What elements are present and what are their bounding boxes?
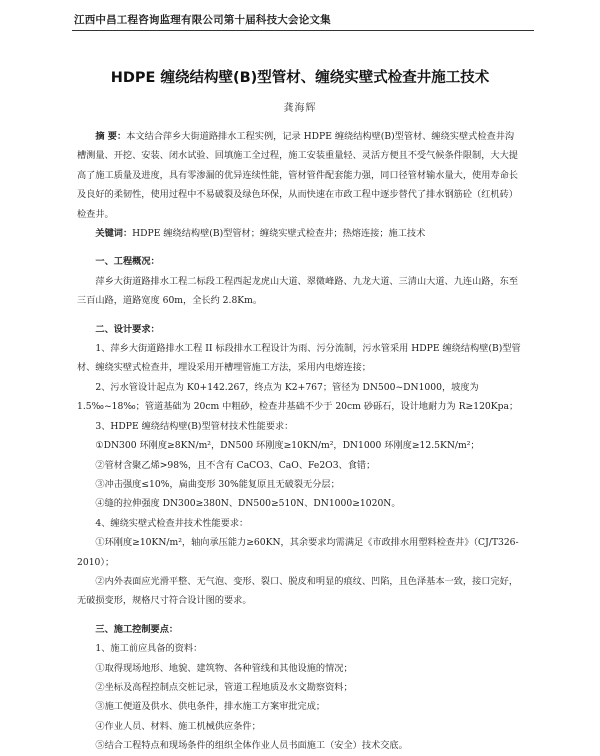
header-divider [72,30,534,31]
keywords-label: 关键词： [95,228,133,240]
section-1-paragraph: 萍乡大街道路排水工程二标段工程西起龙虎山大道、翠微峰路、九龙大道、三清山大道、九连山路，东至三百山路，道路宽度 60m，全长约 2.8Km。 [77,275,519,307]
paper-author: 龚海辉 [283,103,317,114]
section-3-item-1-1: ①取得现场地形、地貌、建筑物、各种管线和其他设施的情况； [95,662,353,674]
section-2-item-3-1: ①DN300 环刚度≥8KN/m²，DN500 环刚度≥10KN/m²，DN1000 环刚度≥12.5KN/m²； [95,440,480,452]
section-2-item-4: 4、缠绕实壁式检查井技术性能要求： [95,517,249,529]
section-heading-3: 三、施工控制要点： [95,623,179,635]
section-2-item-2: 2、污水管设计起点为 K0+142.267，终点为 K2+767；管径为 DN500~DN1000，坡度为 1.5‰~18‰；管道基础为 20cm 中粗砂，检查井基础不少于 20cm 砂砾石，设计地耐力为 R≥120Kpa； [77,381,519,413]
section-2-item-3-4: ④缝的拉伸强度 DN300≥380N、DN500≥510N、DN1000≥1020N。 [95,498,401,510]
abstract-text: 本文结合萍乡大街道路排水工程实例，记录 HDPE 缠绕结构壁(B)型管材、缠绕实壁式检查井沟槽测量、开挖、安装、闭水试验、回填施工全过程，施工安装重量轻、灵活方便且不受气候条件限制，大大提高了施工质量及进度，具有零渗漏的优异连续性能，管材管件配套能力强，同口径管材输水量大，使用寿命长及良好的柔韧性，使用过程中不易破裂及绿色环保，从而快速在市政工程中逐步替代了排水钢筋砼（红机砖）检查井。 [77,131,518,220]
section-2-item-3-3: ③冲击强度≤10%，扁曲变形 30%能复原且无破裂无分层； [95,478,340,490]
section-3-item-1: 1、施工前应具备的资料： [95,643,203,655]
section-2-item-1: 1、萍乡大街道路排水工程 II 标段排水工程设计为雨、污分流制，污水管采用 HDPE 缠绕结构壁(B)型管材、缠绕实壁式检查井，埋设采用开槽埋管施工方法，采用内电熔连接； [77,343,521,374]
section-3-item-1-3: ③施工便道及供水、供电条件，排水施工方案审批完成； [95,701,326,713]
keywords-text: HDPE 缠绕结构壁(B)型管材；缠绕实壁式检查井；热熔连接；施工技术 [132,228,426,240]
section-2-item-4-1: ①环刚度≥10KN/m²，轴向承压能力≥60KN，其余要求均需满足《市政排水用塑料检查井》（CJ/T326-2010）； [77,537,519,568]
section-3-item-1-5: ⑤结合工程特点和现场条件的组织全体作业人员书面施工（安全）技术交底。 [95,740,408,752]
abstract [77,127,522,224]
section-3-item-1-4: ④作业人员、材料、施工机械供应条件； [95,720,261,732]
paper-title: HDPE 缠绕结构壁(B)型管材、缠绕实壁式检查井施工技术 [110,70,490,86]
section-2-item-3-2: ②管材含聚乙烯>98%，且不含有 CaCO3、CaO、Fe2O3、食错； [95,459,376,471]
section-heading-2: 二、设计要求： [95,323,160,335]
section-heading-1: 一、工程概况： [95,256,160,268]
running-header: 江西中昌工程咨询监理有限公司第十届科技大会论文集 [74,14,331,26]
section-3-item-1-2: ②坐标及高程控制点交桩记录，管道工程地质及水文勘察资料； [95,681,353,693]
section-2-item-4-2: ②内外表面应光滑平整、无气泡、变形、裂口、脱皮和明显的痕纹、凹陷，且色泽基本一致，接口完好，无破损变形，规格尺寸符合设计图的要求。 [77,575,519,607]
abstract-label: 摘 要： [95,131,127,142]
keywords [77,224,522,243]
section-2-item-3: 3、HDPE 缠绕结构壁(B)型管材技术性能要求： [95,420,294,432]
paper-body [77,127,522,756]
